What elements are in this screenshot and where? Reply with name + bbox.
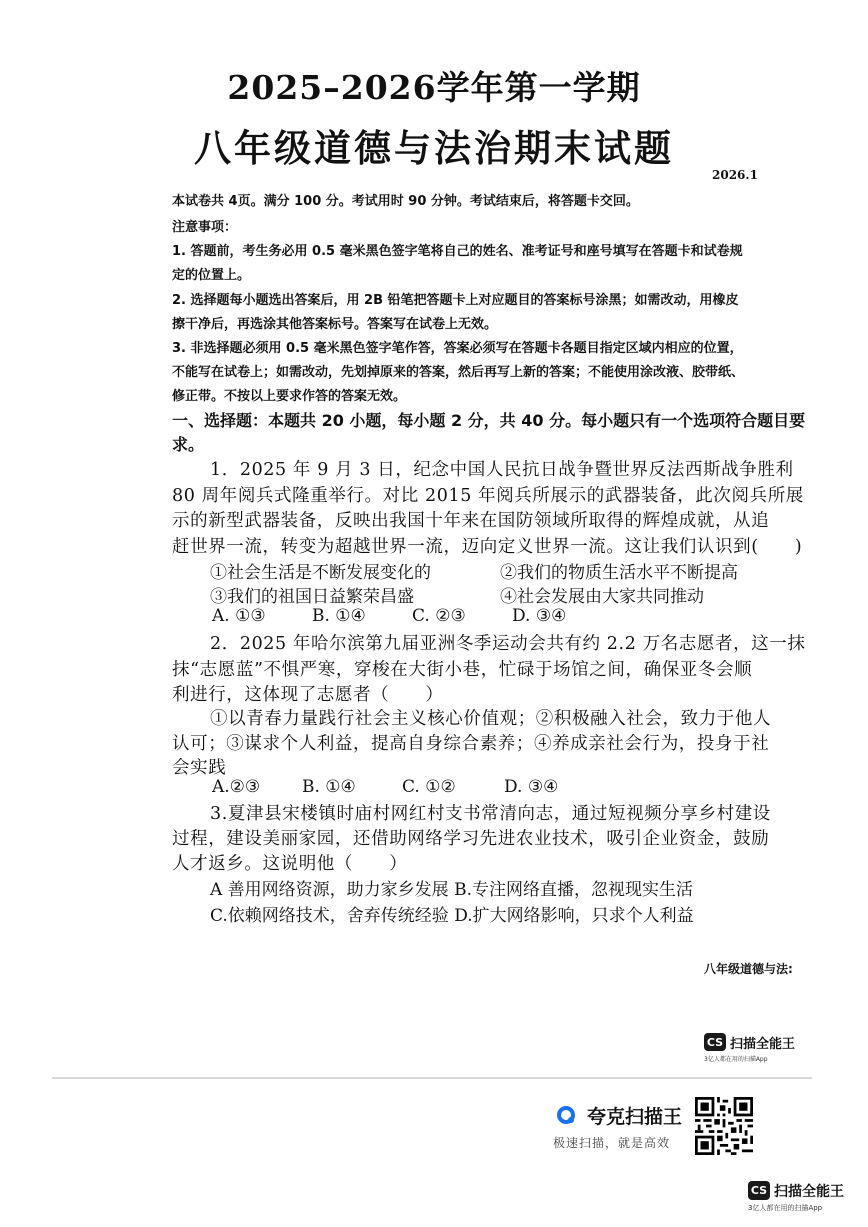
notice-line: 1. 答题前，考生务必用 0.5 毫米黑色签字笔将自己的姓名、准考证号和座号填写在答题卡和试卷规 <box>172 244 743 259</box>
exam-title-year: 2025–2026学年第一学期 <box>227 68 641 107</box>
option-d: D. ③④ <box>512 606 567 626</box>
question-text: 赶世界一流，转变为超越世界一流，迈向定义世界一流。这让我们认识到( ) <box>172 537 803 557</box>
camscanner-logo-icon: CS <box>704 1033 726 1051</box>
camscanner-name: 扫描全能王 <box>730 1037 796 1052</box>
question-text: 80 周年阅兵式隆重举行。对比 2015 年阅兵所展示的武器装备，此次阅兵所展 <box>172 486 804 506</box>
question-text: 示的新型武器装备，反映出我国十年来在国防领域所取得的辉煌成就，从追 <box>172 511 770 531</box>
question-text: 过程，建设美丽家园，还借助网络学习先进农业技术，吸引企业资金，鼓励 <box>172 829 770 849</box>
statement-3: ③我们的祖国日益繁荣昌盛 <box>210 587 414 607</box>
statement-text: 认可；③谋求个人利益，提高自身综合素养；④养成亲社会行为，投身于社 <box>172 734 770 754</box>
statement-4: ④社会发展由大家共同推动 <box>500 587 704 607</box>
notice-line: 不能写在试卷上；如需改动，先划掉原来的答案，然后再写上新的答案；不能使用涂改液、胶带纸、 <box>172 365 745 380</box>
notice-line: 定的位置上。 <box>172 268 251 283</box>
notice-line: 2. 选择题每小题选出答案后，用 2B 铅笔把答题卡上对应题目的答案标号涂黑；如需改动，用橡皮 <box>172 293 739 308</box>
option-b: B. ①④ <box>302 777 356 797</box>
section-heading-cont: 求。 <box>172 435 205 454</box>
question-text: 人才返乡。这说明他（ ） <box>172 854 408 874</box>
exam-date: 2026.1 <box>712 168 758 182</box>
notice-line: 修正带。不按以上要求作答的答案无效。 <box>172 389 407 404</box>
options-line: A 善用网络资源，助力家乡发展 B.专注网络直播，忽视现实生活 <box>210 880 693 900</box>
option-b: B. ①④ <box>312 606 366 626</box>
question-text: 抹“志愿蓝”不惧严寒，穿梭在大街小巷，忙碌于场馆之间，确保亚冬会顺 <box>172 660 753 680</box>
quark-logo-icon <box>557 1106 575 1124</box>
section-heading: 一、选择题：本题共 20 小题，每小题 2 分，共 40 分。每小题只有一个选项符合题目要 <box>172 411 806 430</box>
statement-text: 会实践 <box>172 758 227 778</box>
camscanner-tagline: 3亿人都在用的扫描App <box>748 1204 823 1212</box>
notice-heading: 注意事项： <box>172 220 238 235</box>
quark-tagline: 极速扫描，就是高效 <box>553 1136 671 1150</box>
statement-2: ②我们的物质生活水平不断提高 <box>500 563 738 583</box>
option-c: C. ②③ <box>412 606 466 626</box>
option-c: C. ①② <box>402 777 456 797</box>
option-d: D. ③④ <box>504 777 559 797</box>
option-a: A.②③ <box>212 777 261 797</box>
exam-intro: 本试卷共 4页。满分 100 分。考试用时 90 分钟。考试结束后，将答题卡交回。 <box>172 194 639 209</box>
question-text: 1．2025 年 9 月 3 日，纪念中国人民抗日战争暨世界反法西斯战争胜利 <box>210 460 794 480</box>
options-line: C.依赖网络技术，舍弃传统经验 D.扩大网络影响，只求个人利益 <box>210 906 694 926</box>
qr-code-icon <box>695 1097 753 1155</box>
question-text: 利进行，这体现了志愿者（ ） <box>172 685 444 705</box>
camscanner-tagline: 3亿人都在用的扫描App <box>704 1056 768 1063</box>
question-text: 2．2025 年哈尔滨第九届亚洲冬季运动会共有约 2.2 万名志愿者，这一抹 <box>210 634 806 654</box>
page-divider <box>52 1077 812 1079</box>
statement-1: ①社会生活是不断发展变化的 <box>210 563 431 583</box>
camscanner-logo-icon: CS <box>748 1181 770 1200</box>
statement-text: ①以青春力量践行社会主义核心价值观；②积极融入社会，致力于他人 <box>210 709 772 729</box>
notice-line: 擦干净后，再选涂其他答案标号。答案写在试卷上无效。 <box>172 317 498 332</box>
notice-line: 3. 非选择题必须用 0.5 毫米黑色签字笔作答，答案必须写在答题卡各题目指定区域内相应的位置， <box>172 341 743 356</box>
quark-name: 夸克扫描王 <box>587 1106 683 1128</box>
exam-title-subject: 八年级道德与法治期末试题 <box>194 126 674 170</box>
question-text: 3.夏津县宋楼镇时庙村网红村支书常清向志，通过短视频分享乡村建设 <box>210 804 771 824</box>
option-a: A. ①③ <box>212 606 266 626</box>
camscanner-name: 扫描全能王 <box>774 1184 844 1200</box>
page-footer: 八年级道德与法: <box>704 962 793 976</box>
